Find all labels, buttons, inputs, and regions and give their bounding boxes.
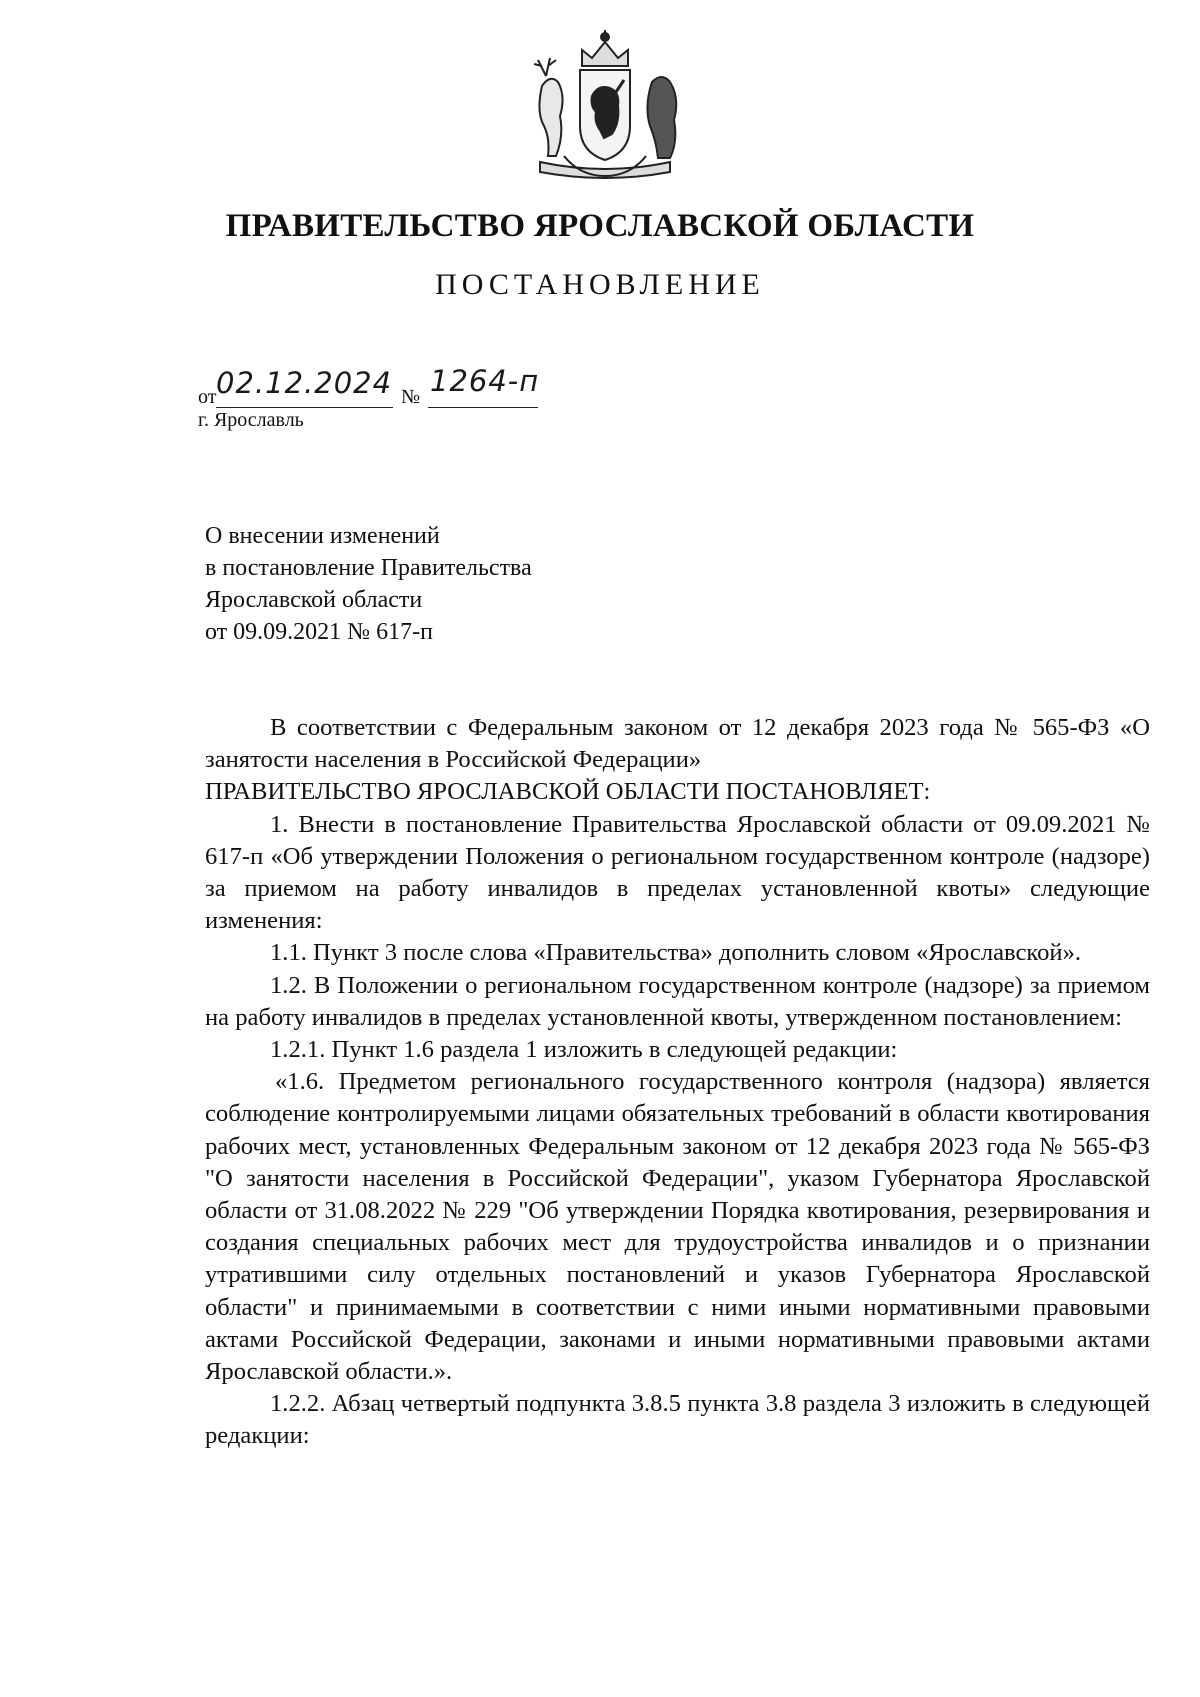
clause-1-2-2: 1.2.2. Абзац четвертый подпункта 3.8.5 пункта 3.8 раздела 3 изложить в следующей редакции: (205, 1390, 1150, 1450)
clause-1-1: 1.1. Пункт 3 после слова «Правительства» дополнить словом «Ярославской». (270, 939, 1082, 967)
date-underline (216, 407, 393, 408)
handwritten-date: 02.12.2024 (216, 366, 393, 400)
document-body (205, 712, 1150, 1453)
subject-line: Ярославской области (205, 587, 423, 613)
number-prefix: № (401, 386, 421, 408)
document-type-heading: ПОСТАНОВЛЕНИЕ (435, 268, 765, 301)
clause-1: 1. Внести в постановление Правительства Ярославской области от 09.09.2021 № 617-п «Об утверждении Положения о региональном государственном контроле (надзоре) за приемом на работу инвалидов в пределах установленной квоты» следующие изменения: (205, 810, 1150, 935)
subject-line: от 09.09.2021 № 617-п (205, 619, 433, 645)
handwritten-number: 1264-п (430, 364, 540, 398)
date-prefix: от (198, 386, 217, 408)
quoted-clause-1-6: «1.6. Предметом регионального государственного контроля (надзора) является соблюдение контролируемыми лицами обязательных требований в области квотирования рабочих мест, установленных Федеральным законом от 12 декабря 2023 года № 565-ФЗ "О занятости населения в Российской Федерации", указом Губернатора Ярославской области от 31.08.2022 № 229 "Об утверждении Порядка квотирования, резервирования и создания специальных рабочих мест для трудоустройства инвалидов и о признании утратившими силу отдельных постановлений и указов Губернатора Ярославской области" и принимаемыми в соответствии с ними иными нормативными правовыми актами Российской Федерации, законами и иными нормативными правовыми актами Ярославской области.». (205, 1068, 1150, 1386)
preamble-paragraph: В соответствии с Федеральным законом от 12 декабря 2023 года № 565-ФЗ «О занятости населения в Российской Федерации» (205, 714, 1150, 774)
number-underline (428, 407, 538, 408)
subject-line: О внесении изменений (205, 523, 440, 549)
organization-title: ПРАВИТЕЛЬСТВО ЯРОСЛАВСКОЙ ОБЛАСТИ (225, 208, 975, 244)
resolves-line: ПРАВИТЕЛЬСТВО ЯРОСЛАВСКОЙ ОБЛАСТИ ПОСТАНОВЛЯЕТ: (205, 778, 931, 806)
city-line: г. Ярославль (198, 409, 304, 431)
document-subject (205, 520, 532, 648)
clause-1-2: 1.2. В Положении о региональном государственном контроле (надзоре) за приемом на работу инвалидов в пределах установленной квоты, утвержденном постановлением: (205, 971, 1150, 1031)
clause-1-2-1: 1.2.1. Пункт 1.6 раздела 1 изложить в следующей редакции: (270, 1036, 898, 1064)
yaroslavl-coat-of-arms-icon (520, 26, 690, 184)
subject-line: в постановление Правительства (205, 555, 532, 581)
